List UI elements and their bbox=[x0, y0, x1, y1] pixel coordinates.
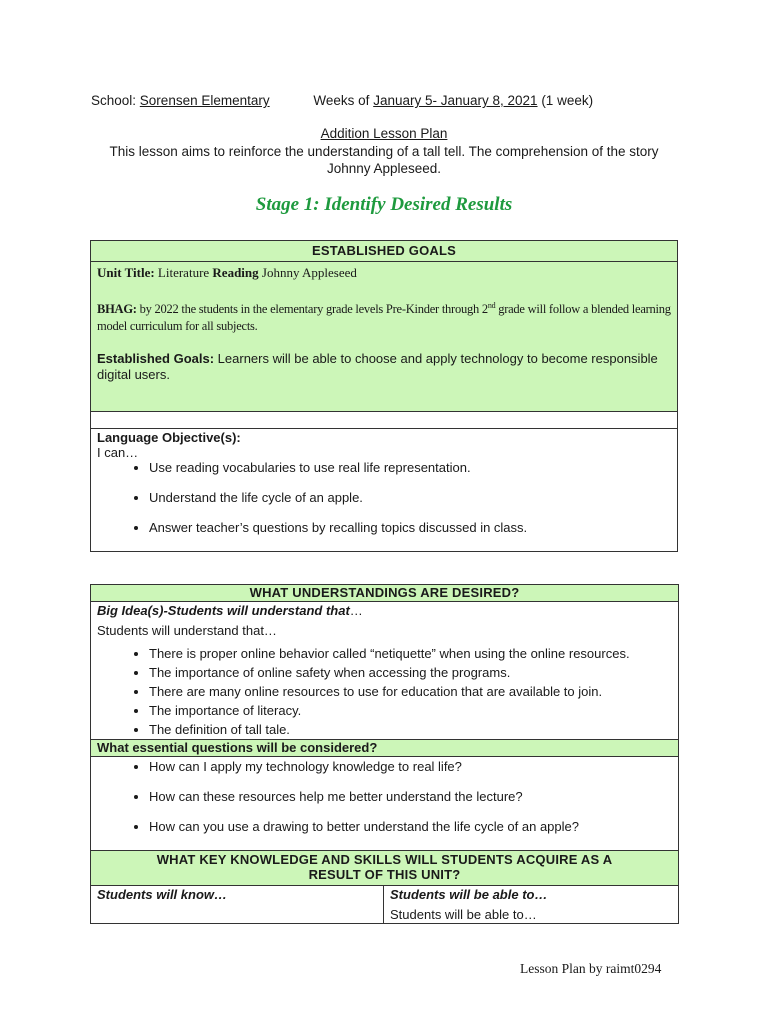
empty-spacer-row bbox=[91, 412, 678, 429]
essential-questions-cell bbox=[91, 757, 679, 851]
list-item: • There is proper online behavior called “netiquette” when using the online resources. bbox=[149, 644, 672, 663]
school-week-line bbox=[91, 93, 593, 108]
big-idea-suffix: … bbox=[349, 603, 363, 618]
plan-title-text: Addition Lesson Plan bbox=[320, 126, 448, 141]
list-item: • How can these resources help me better understand the lecture? bbox=[149, 789, 672, 805]
students-will-know-cell bbox=[91, 886, 384, 924]
understandings-table bbox=[90, 584, 679, 924]
big-idea-heading bbox=[97, 603, 672, 619]
established-goals-table bbox=[90, 240, 678, 552]
big-idea-intro: Students will understand that… bbox=[97, 623, 277, 638]
unit-title-label: Unit Title: bbox=[97, 265, 155, 280]
students-able-label: Students will be able to… bbox=[390, 887, 548, 902]
footer-credit: Lesson Plan by raimt0294 bbox=[520, 961, 662, 976]
bhag-text-b: grade will follow a blended learning model curriculum for all subjects. bbox=[97, 302, 671, 334]
established-goals-text: Learners will be able to choose and apply technology to become responsible digital users. bbox=[97, 351, 658, 383]
essential-questions-label: What essential questions will be considered? bbox=[91, 740, 679, 757]
unit-title-part1: Literature bbox=[157, 265, 210, 280]
stage-title: Stage 1: Identify Desired Results bbox=[255, 194, 513, 215]
weeks-duration: (1 week) bbox=[541, 93, 594, 108]
big-idea-label: Big Idea(s)-Students will understand that bbox=[97, 603, 350, 618]
list-item: • Answer teacher’s questions by recalling topics discussed in class. bbox=[149, 520, 671, 536]
bhag-text-a: by 2022 the students in the elementary grade levels Pre-Kinder through 2 bbox=[139, 302, 488, 317]
language-objectives-list bbox=[97, 460, 671, 536]
established-goals-paragraph bbox=[97, 351, 671, 383]
unit-title-part2: Reading bbox=[212, 265, 259, 280]
school-label: School: bbox=[91, 93, 137, 108]
language-objectives-label: Language Objective(s): bbox=[97, 430, 241, 445]
school-name: Sorensen Elementary bbox=[139, 93, 270, 108]
weeks-dates: January 5- January 8, 2021 bbox=[373, 93, 538, 108]
language-objectives-cell bbox=[91, 429, 678, 552]
essential-questions-list bbox=[97, 759, 672, 835]
list-item: • The definition of tall tale. bbox=[149, 720, 672, 739]
big-ideas-cell bbox=[91, 602, 679, 740]
list-item: • How can you use a drawing to better understand the life cycle of an apple? bbox=[149, 819, 672, 835]
list-item: • The importance of literacy. bbox=[149, 701, 672, 720]
language-intro: I can… bbox=[97, 445, 139, 460]
list-item: • How can I apply my technology knowledge to real life? bbox=[149, 759, 672, 775]
big-idea-list bbox=[97, 644, 672, 739]
unit-title-part3: Johnny Appleseed bbox=[261, 265, 357, 280]
bhag-sup: nd bbox=[487, 301, 496, 310]
unit-title-line bbox=[97, 264, 671, 281]
weeks-label: Weeks of bbox=[313, 93, 370, 108]
goals-cell bbox=[91, 262, 678, 412]
students-able-text: Students will be able to… bbox=[390, 907, 537, 922]
plan-description: This lesson aims to reinforce the understanding of a tall tell. The comprehension of the story Johnny Appleseed. bbox=[109, 144, 659, 176]
bhag-label: BHAG: bbox=[97, 302, 137, 317]
established-goals-label: Established Goals: bbox=[97, 351, 215, 367]
students-will-know-label: Students will know… bbox=[97, 887, 228, 902]
plan-title bbox=[0, 126, 768, 141]
list-item: • There are many online resources to use for education that are available to join. bbox=[149, 682, 672, 701]
understandings-header: WHAT UNDERSTANDINGS ARE DESIRED? bbox=[91, 585, 679, 602]
list-item: • The importance of online safety when accessing the programs. bbox=[149, 663, 672, 682]
list-item: • Understand the life cycle of an apple. bbox=[149, 490, 671, 506]
list-item: • Use reading vocabularies to use real life representation. bbox=[149, 460, 671, 476]
knowledge-skills-header: WHAT KEY KNOWLEDGE AND SKILLS WILL STUDENTS ACQUIRE AS A RESULT OF THIS UNIT? bbox=[91, 851, 679, 886]
bhag-paragraph bbox=[97, 297, 671, 335]
established-goals-header: ESTABLISHED GOALS bbox=[91, 241, 678, 262]
students-able-cell bbox=[384, 886, 679, 924]
